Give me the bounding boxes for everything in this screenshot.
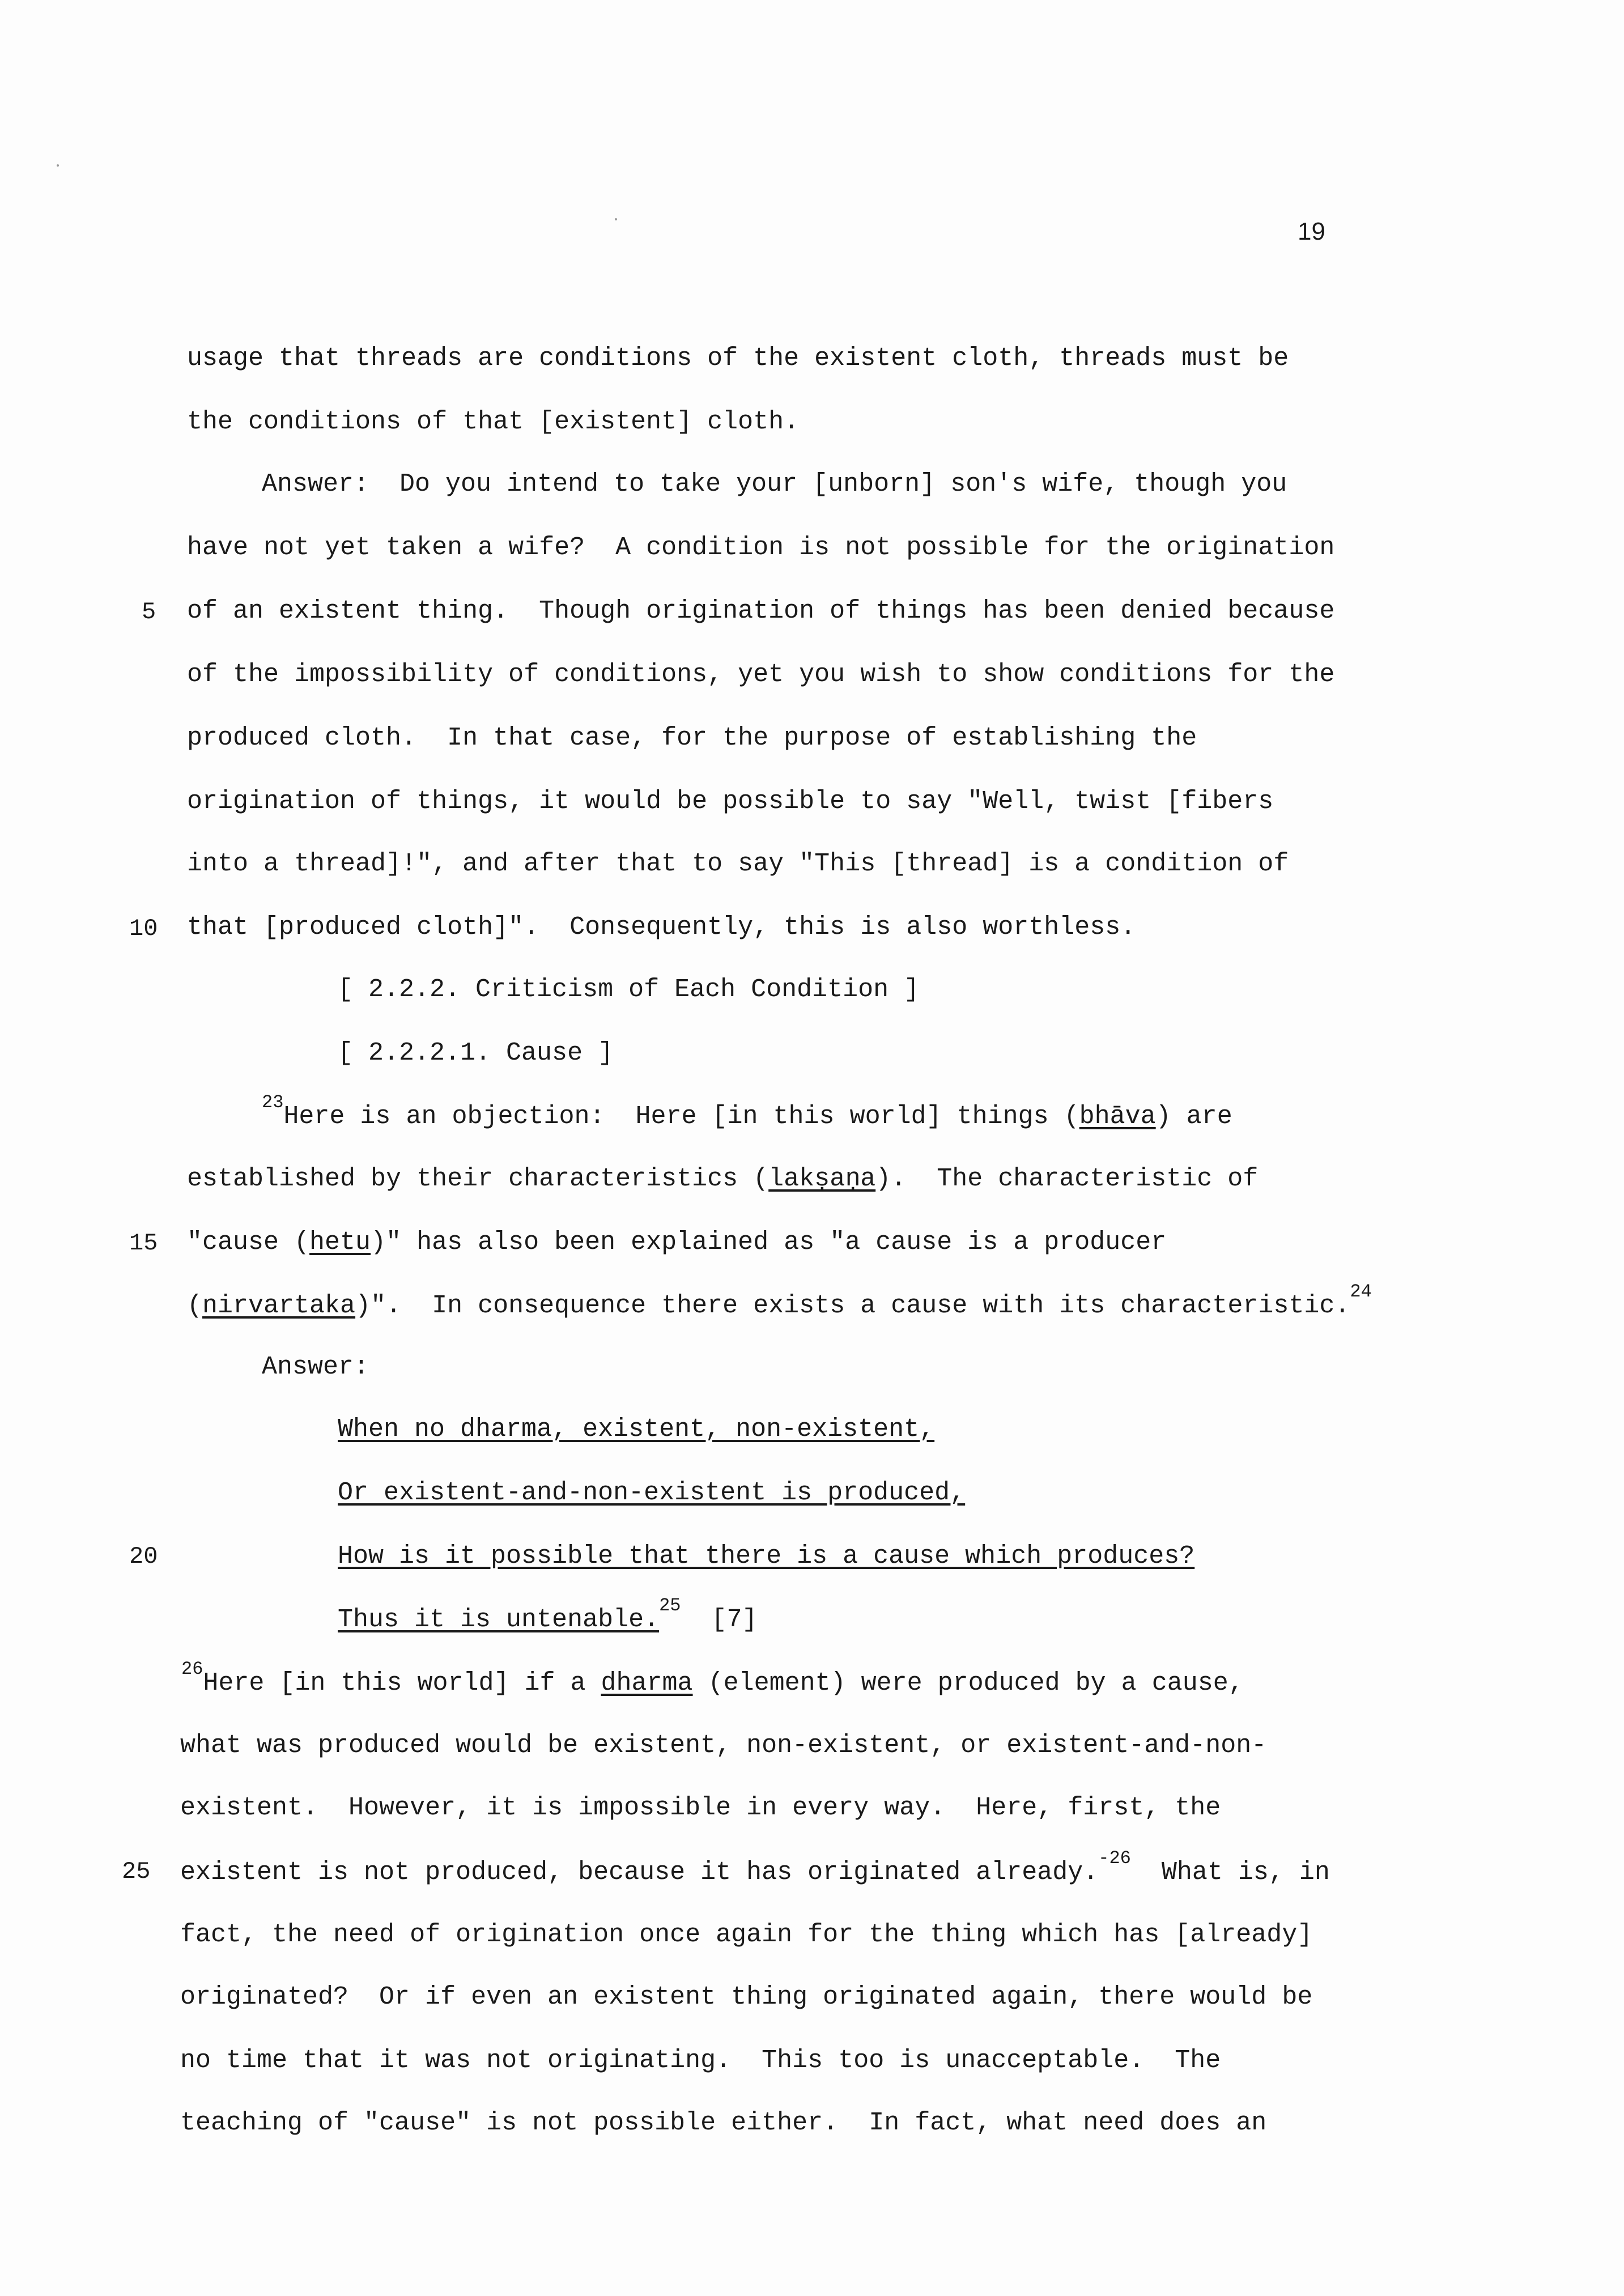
scan-speck	[57, 164, 59, 167]
text-line: Answer: Do you intend to take your [unborn] son's wife, though you	[262, 470, 1287, 499]
text-line: origination of things, it would be possible to say "Well, twist [fibers	[187, 787, 1274, 816]
footnote-ref: 24	[1350, 1281, 1372, 1302]
text-line: no time that it was not originating. This too is unacceptable. The	[180, 2046, 1221, 2075]
term-hetu: hetu	[309, 1228, 371, 1257]
text-line: fact, the need of origination once again for the thing which has [already]	[180, 1920, 1313, 1949]
text-line: of an existent thing. Though origination of things has been denied because	[187, 597, 1335, 626]
line-number: 20	[129, 1543, 158, 1570]
term-laksana: lakṣaṇa	[768, 1164, 876, 1193]
line-number: 15	[129, 1230, 158, 1257]
term-bhava: bhāva	[1079, 1102, 1156, 1131]
text-line: Answer:	[262, 1353, 369, 1381]
text-line: what was produced would be existent, non-existent, or existent-and-non-	[180, 1731, 1267, 1760]
verse-number: [7]	[711, 1605, 758, 1634]
text-line: into a thread]!", and after that to say "This [thread] is a condition of	[187, 849, 1289, 878]
text-line: the conditions of that [existent] cloth.	[187, 407, 800, 436]
footnote-ref: 25	[659, 1595, 681, 1616]
footnote-ref: -26	[1098, 1848, 1131, 1869]
text-line: teaching of "cause" is not possible either. In fact, what need does an	[180, 2108, 1267, 2137]
text-line: existent. However, it is impossible in every way. Here, first, the	[180, 1793, 1221, 1822]
footnote-ref: 26	[181, 1659, 203, 1680]
verse-line: Or existent-and-non-existent is produced,	[338, 1478, 966, 1507]
page-number: 19	[1298, 218, 1325, 245]
term-nirvartaka: nirvartaka	[202, 1291, 356, 1320]
footnote-ref: 23	[262, 1092, 284, 1113]
text-line: $^{23}$Here is an objection: Here [in this world] things (bhāva) are	[262, 1092, 1232, 1131]
text-line: $^{26}$Here [in this world] if a dharma (element) were produced by a cause,	[181, 1659, 1244, 1698]
text-line: originated? Or if even an existent thing originated again, there would be	[180, 1983, 1313, 2012]
text-line: that [produced cloth]". Consequently, this is also worthless.	[187, 913, 1136, 942]
text-line: usage that threads are conditions of the existent cloth, threads must be	[187, 344, 1289, 373]
subsection-heading: [ 2.2.2.1. Cause ]	[338, 1039, 614, 1068]
text-line: established by their characteristics (lakṣaṇa). The characteristic of	[187, 1164, 1259, 1193]
verse-line: Thus it is untenable.$^{25}$ [7]	[338, 1595, 758, 1634]
line-number: 10	[129, 915, 158, 942]
text-line: existent is not produced, because it has originated already.$^{-26}$ What is, in	[180, 1848, 1330, 1887]
text-line: "cause (hetu)" has also been explained as "a cause is a producer	[187, 1228, 1167, 1257]
line-number: 5	[142, 598, 156, 626]
text-line: produced cloth. In that case, for the purpose of establishing the	[187, 724, 1197, 752]
term-dharma: dharma	[601, 1669, 693, 1698]
section-heading: [ 2.2.2. Criticism of Each Condition ]	[338, 975, 920, 1004]
line-number: 25	[122, 1858, 151, 1885]
verse-line: When no dharma, existent, non-existent,	[338, 1415, 935, 1444]
verse-line: How is it possible that there is a cause which produces?	[338, 1542, 1195, 1571]
scan-speck	[615, 218, 617, 220]
text-line: of the impossibility of conditions, yet you wish to show conditions for the	[187, 660, 1335, 689]
text-line: have not yet taken a wife? A condition is not possible for the origination	[187, 533, 1335, 562]
text-line: (nirvartaka)". In consequence there exists a cause with its characteristic.$^{24}$	[187, 1281, 1372, 1320]
